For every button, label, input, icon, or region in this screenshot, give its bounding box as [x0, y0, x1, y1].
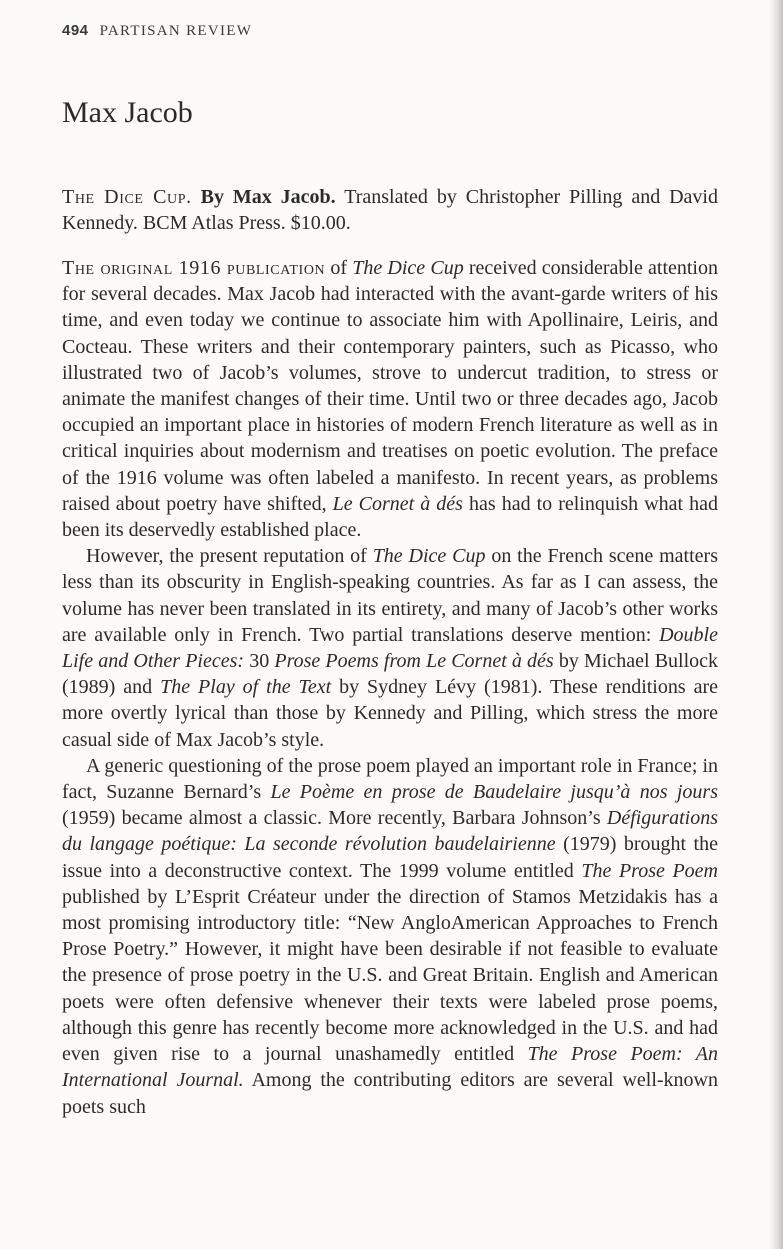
text-run: received considerable attention for several decades. Max Jacob had interacted with the avant-garde writers of his time, and even today we continue to associate him with Apollinaire, Leiris, and Cocteau. These writers and their contemporary painters, such as Picasso, who illustrated two of Jacob’s volumes, strove to undercut tradition, to stress or animate the manifest changes of their time. Until two or three decades ago, Jacob occupied an important place in histories of modern French literature as well as in critical inquiries about modernism and treatises on poetic evolution. The preface of the 1916 volume was often labeled a manifesto. In recent years, as problems raised about poetry have shifted, — [62, 257, 718, 515]
book-citation — [62, 184, 718, 236]
running-head — [62, 22, 252, 40]
text-run: has had to relinquish what had been its deservedly established place. — [62, 492, 719, 542]
paragraph-1 — [62, 255, 718, 543]
work-title: Le Poème en prose de Baudelaire jusqu’à nos jours — [270, 781, 718, 804]
book-author: By Max Jacob. — [200, 186, 336, 208]
work-title: The Prose Poem — [581, 859, 718, 882]
text-run: by Michael Bullock (1989) and — [62, 650, 719, 699]
work-title: The Dice Cup — [352, 257, 464, 279]
work-title: Le Cornet à dés — [332, 492, 463, 515]
page-edge-shadow — [769, 0, 783, 1249]
book-title: The Dice Cup. — [62, 186, 192, 208]
text-run: (1979) brought the issue into a deconstructive context. The 1999 volume entitled — [62, 833, 718, 882]
work-title: Prose Poems from Le Cornet à dés — [274, 650, 554, 673]
text-run: A generic questioning of the prose poem played an important role in France; in fact, Suzanne Bernard’s — [62, 754, 718, 804]
paragraph-2 — [62, 543, 718, 753]
text-run: 30 — [244, 650, 275, 673]
paragraph-3 — [62, 753, 718, 1120]
text-run: Among the contributing editors are several well-known poets such — [62, 1069, 718, 1118]
article-body — [62, 255, 718, 1120]
work-title: Double Life and Other Pieces: — [62, 623, 718, 673]
text-run: However, the present reputation of — [86, 545, 373, 568]
text-run: (1959) became almost a classic. More recently, Barbara Johnson’s — [62, 807, 607, 830]
text-run: by Sydney Lévy (1981). These renditions are more overtly lyrical than those by Kennedy and Pilling, which stress the more casual side of Max Jacob’s style. — [62, 676, 719, 751]
work-title: The Prose Poem: An International Journal. — [62, 1043, 718, 1092]
text-run: of — [325, 257, 353, 279]
work-title: Défigurations du langage poétique: La seconde révolution baudelairienne — [62, 807, 718, 856]
journal-name: PARTISAN REVIEW — [99, 23, 253, 39]
article-title: Max Jacob — [62, 96, 193, 129]
lead-in: The original 1916 publication — [62, 257, 326, 279]
work-title: The Dice Cup — [372, 545, 486, 568]
work-title: The Play of the Text — [160, 676, 332, 699]
book-details: Translated by Christopher Pilling and David Kennedy. BCM Atlas Press. $10.00. — [62, 186, 718, 235]
text-run: on the French scene matters less than its obscurity in English-speaking countries. As far as I can assess, the volume has never been translated in its entirety, and many of Jacob’s other works are available only in French. Two partial translations deserve mention: — [62, 545, 718, 646]
page-number: 494 — [62, 22, 89, 39]
text-run: published by L’Esprit Créateur under the direction of Stamos Metzidakis has a most promising introductory title: “New AngloAmerican Approaches to French Prose Poetry.” However, it might have been desirable if not feasible to evaluate the presence of prose poetry in the U.S. and Great Britain. English and American poets were often defensive whenever their texts were labeled prose poems, although this genre has recently become more acknowledged in the U.S. and had even given rise to a journal unashamedly entitled — [62, 885, 718, 1066]
